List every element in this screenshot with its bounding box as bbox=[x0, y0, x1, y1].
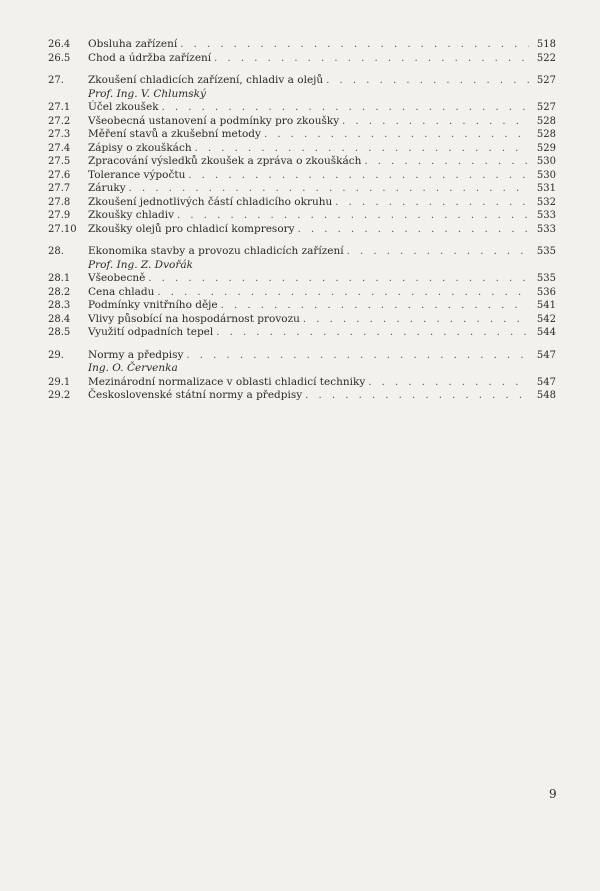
entry-title: Zkoušky chladiv bbox=[88, 209, 175, 221]
entry-number: 27.6 bbox=[48, 169, 71, 181]
toc-entry bbox=[48, 101, 556, 115]
entry-page: 522 bbox=[536, 52, 556, 64]
chapter-number: 29. bbox=[48, 349, 64, 361]
dot-leader bbox=[298, 223, 529, 237]
table-of-contents bbox=[48, 38, 556, 403]
page-number: 9 bbox=[549, 787, 557, 801]
chapter-title: Normy a předpisy bbox=[88, 348, 184, 361]
chapter-page: 535 bbox=[536, 246, 556, 257]
toc-entry bbox=[48, 38, 556, 52]
entry-title: Zpracování výsledků zkoušek a zpráva o zkouškách bbox=[88, 155, 362, 167]
entry-page: 527 bbox=[536, 102, 556, 113]
toc-entry bbox=[48, 155, 556, 169]
entry-page: 529 bbox=[536, 142, 556, 154]
entry-page: 536 bbox=[536, 286, 556, 298]
entry-number: 28.3 bbox=[48, 300, 71, 311]
entry-number: 27.4 bbox=[48, 142, 71, 154]
entry-page: 548 bbox=[536, 390, 556, 401]
dot-leader bbox=[326, 74, 529, 88]
entry-title: Měření stavů a zkušební metody bbox=[88, 128, 261, 140]
entry-page: 535 bbox=[536, 273, 556, 284]
entry-page: 533 bbox=[536, 223, 556, 235]
entry-title: Vlivy působící na hospodárnost provozu bbox=[88, 312, 300, 325]
dot-leader bbox=[214, 52, 529, 66]
entry-page: 528 bbox=[536, 115, 556, 127]
toc-entry bbox=[48, 376, 556, 390]
entry-page: 533 bbox=[536, 210, 556, 221]
toc-chapter bbox=[48, 349, 556, 363]
entry-number: 28.2 bbox=[48, 286, 71, 298]
entry-number: 27.10 bbox=[48, 223, 77, 235]
dot-leader bbox=[195, 142, 529, 156]
toc-entry bbox=[48, 326, 556, 340]
entry-page: 530 bbox=[536, 156, 556, 167]
toc-entry bbox=[48, 115, 556, 129]
dot-leader bbox=[342, 115, 529, 129]
entry-number: 27.8 bbox=[48, 196, 71, 208]
entry-number: 27.7 bbox=[48, 183, 71, 194]
dot-leader bbox=[347, 245, 529, 259]
entry-number: 28.5 bbox=[48, 327, 71, 338]
chapter-author: Prof. Ing. Z. Dvořák bbox=[88, 258, 193, 271]
entry-page: 544 bbox=[536, 327, 556, 338]
toc-chapter bbox=[48, 245, 556, 259]
toc-entry bbox=[48, 142, 556, 156]
entry-page: 530 bbox=[536, 169, 556, 181]
dot-leader bbox=[186, 349, 529, 363]
toc-entry bbox=[48, 169, 556, 183]
section-gap bbox=[48, 65, 556, 74]
chapter-page: 547 bbox=[536, 349, 556, 361]
dot-leader bbox=[264, 128, 529, 142]
toc-entry bbox=[48, 182, 556, 196]
entry-number: 27.2 bbox=[48, 115, 71, 127]
toc-entry bbox=[48, 299, 556, 313]
dot-leader bbox=[335, 196, 529, 210]
chapter-author: Ing. O. Červenka bbox=[88, 362, 178, 374]
entry-number: 28.4 bbox=[48, 313, 71, 325]
entry-number: 26.4 bbox=[48, 39, 71, 50]
entry-title: Cena chladu bbox=[88, 285, 155, 298]
dot-leader bbox=[368, 376, 529, 390]
entry-title: Všeobecná ustanovení a podmínky pro zkoušky bbox=[88, 114, 340, 127]
dot-leader bbox=[305, 389, 529, 403]
section-gap bbox=[48, 340, 556, 349]
toc-entry bbox=[48, 52, 556, 66]
chapter-author: Prof. Ing. V. Chlumský bbox=[88, 87, 206, 100]
entry-title: Mezinárodní normalizace v oblasti chladicí techniky bbox=[88, 375, 366, 388]
entry-page: 541 bbox=[536, 300, 556, 311]
toc-entry bbox=[48, 209, 556, 223]
entry-number: 27.5 bbox=[48, 156, 71, 167]
entry-title: Zápisy o zkouškách bbox=[88, 141, 192, 154]
entry-page: 532 bbox=[536, 196, 556, 208]
entry-page: 547 bbox=[536, 376, 556, 388]
entry-title: Podmínky vnitřního děje bbox=[88, 299, 218, 311]
entry-number: 26.5 bbox=[48, 52, 71, 64]
entry-number: 27.1 bbox=[48, 102, 71, 113]
entry-title: Využití odpadních tepel bbox=[88, 326, 214, 338]
dot-leader bbox=[221, 299, 529, 313]
entry-title: Záruky bbox=[88, 182, 126, 194]
entry-page: 528 bbox=[536, 129, 556, 140]
dot-leader bbox=[157, 286, 529, 300]
entry-number: 29.2 bbox=[48, 390, 71, 401]
dot-leader bbox=[188, 169, 529, 183]
dot-leader bbox=[216, 326, 529, 340]
toc-entry bbox=[48, 286, 556, 300]
dot-leader bbox=[162, 101, 529, 115]
entry-page: 542 bbox=[536, 313, 556, 325]
chapter-number: 27. bbox=[48, 75, 64, 86]
toc-entry bbox=[48, 272, 556, 286]
toc-entry bbox=[48, 196, 556, 210]
chapter-number: 28. bbox=[48, 246, 64, 257]
toc-entry bbox=[48, 128, 556, 142]
entry-title: Zkoušky olejů pro chladicí kompresory bbox=[88, 222, 295, 235]
entry-title: Zkoušení jednotlivých částí chladicího okruhu bbox=[88, 195, 333, 208]
dot-leader bbox=[180, 38, 529, 52]
entry-page: 518 bbox=[536, 39, 556, 50]
entry-title: Chod a údržba zařízení bbox=[88, 51, 212, 64]
chapter-title: Zkoušení chladicích zařízení, chladiv a olejů bbox=[88, 74, 324, 86]
entry-title: Všeobecně bbox=[88, 272, 146, 284]
chapter-page: 527 bbox=[536, 75, 556, 86]
entry-number: 29.1 bbox=[48, 376, 71, 388]
dot-leader bbox=[148, 272, 529, 286]
chapter-title: Ekonomika stavby a provozu chladicích zařízení bbox=[88, 245, 344, 257]
dot-leader bbox=[177, 209, 529, 223]
dot-leader bbox=[129, 182, 529, 196]
entry-title: Tolerance výpočtu bbox=[88, 168, 186, 181]
dot-leader bbox=[303, 313, 529, 327]
toc-chapter bbox=[48, 74, 556, 88]
section-gap bbox=[48, 236, 556, 245]
entry-title: Účel zkoušek bbox=[88, 101, 159, 113]
toc-entry bbox=[48, 313, 556, 327]
entry-number: 28.1 bbox=[48, 273, 71, 284]
dot-leader bbox=[364, 155, 529, 169]
entry-page: 531 bbox=[536, 183, 556, 194]
toc-entry bbox=[48, 389, 556, 403]
toc-entry bbox=[48, 223, 556, 237]
entry-number: 27.3 bbox=[48, 129, 71, 140]
entry-number: 27.9 bbox=[48, 210, 71, 221]
entry-title: Obsluha zařízení bbox=[88, 38, 178, 50]
entry-title: Československé státní normy a předpisy bbox=[88, 389, 303, 401]
